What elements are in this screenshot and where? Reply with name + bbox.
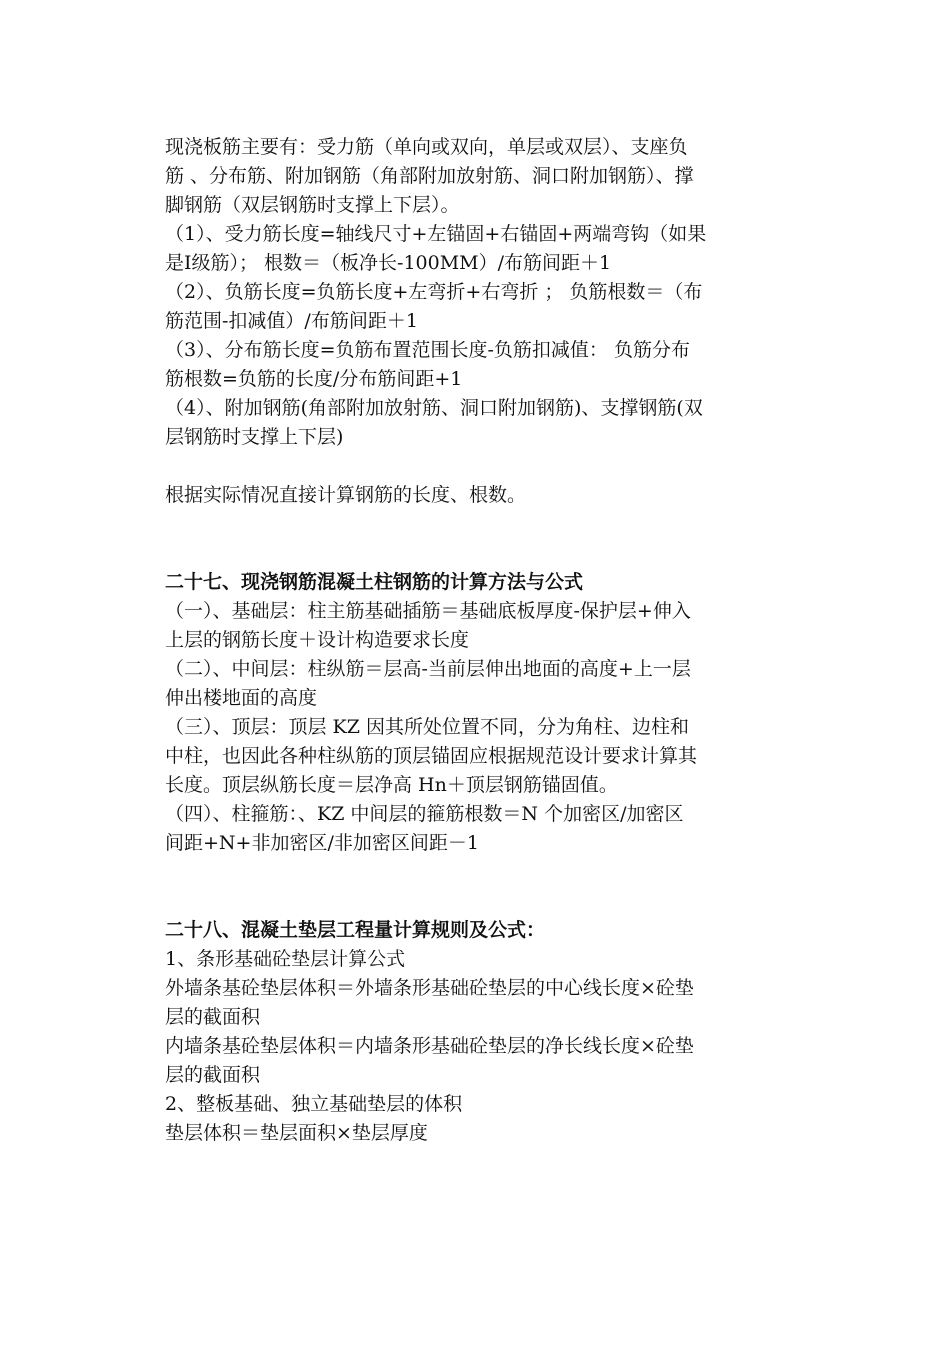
text-line: 层的截面积: [165, 1006, 261, 1028]
cushion-subheading-1: 1、条形基础砼垫层计算公式: [165, 948, 406, 970]
text-line: 现浇板筋主要有：受力筋（单向或双向，单层或双层）、支座负: [165, 136, 688, 158]
column-item-3: [165, 713, 787, 800]
text-line: 中柱，也因此各种柱纵筋的顶层锚固应根据规范设计要求计算其: [165, 745, 698, 767]
text-line: 外墙条基砼垫层体积＝外墙条形基础砼垫层的中心线长度×砼垫: [165, 977, 694, 999]
spacer: [165, 452, 787, 481]
text-line: （一）、基础层：柱主筋基础插筋＝基础底板厚度-保护层+伸入: [165, 600, 691, 622]
section-27-heading: 二十七、现浇钢筋混凝土柱钢筋的计算方法与公式: [165, 571, 584, 593]
spacer: [165, 510, 787, 568]
text-line: 伸出楼地面的高度: [165, 687, 318, 709]
outer-wall-formula: [165, 974, 787, 1032]
column-item-1: [165, 597, 787, 655]
text-line: （2）、负筋长度=负筋长度+左弯折+右弯折 ； 负筋根数＝（布: [165, 281, 703, 303]
slab-intro-paragraph: [165, 133, 787, 220]
text-line: 上层的钢筋长度＋设计构造要求长度: [165, 629, 470, 651]
section-28-heading: 二十八、混凝土垫层工程量计算规则及公式：: [165, 919, 546, 941]
text-line: 筋范围-扣减值）/布筋间距＋1: [165, 310, 418, 332]
text-line: 间距+N+非加密区/非加密区间距－1: [165, 832, 479, 854]
column-item-4: [165, 800, 787, 858]
text-line: 脚钢筋（双层钢筋时支撑上下层）。: [165, 194, 460, 216]
slab-closing-paragraph: 根据实际情况直接计算钢筋的长度、根数。: [165, 484, 527, 506]
spacer: [165, 858, 787, 916]
cushion-volume-formula: 垫层体积＝垫层面积×垫层厚度: [165, 1122, 428, 1144]
text-line: （三）、顶层：顶层 KZ 因其所处位置不同，分为角柱、边柱和: [165, 716, 689, 738]
document-body: [165, 133, 787, 1148]
text-line: （3）、分布筋长度=负筋布置范围长度-负筋扣减值： 负筋分布: [165, 339, 690, 361]
slab-item-4: [165, 394, 787, 452]
text-line: （4）、附加钢筋(角部附加放射筋、洞口附加钢筋)、支撑钢筋(双: [165, 397, 703, 419]
text-line: 长度。顶层纵筋长度＝层净高 Hn＋顶层钢筋锚固值。: [165, 774, 618, 796]
slab-item-1: [165, 220, 787, 278]
text-line: 层的截面积: [165, 1064, 261, 1086]
text-line: 内墙条基砼垫层体积＝内墙条形基础砼垫层的净长线长度×砼垫: [165, 1035, 694, 1057]
slab-item-3: [165, 336, 787, 394]
slab-item-2: [165, 278, 787, 336]
text-line: （二）、中间层：柱纵筋＝层高-当前层伸出地面的高度+上一层: [165, 658, 691, 680]
text-line: （四）、柱箍筋：、KZ 中间层的箍筋根数＝N 个加密区/加密区: [165, 803, 684, 825]
inner-wall-formula: [165, 1032, 787, 1090]
text-line: 筋 、分布筋、附加钢筋（角部附加放射筋、洞口附加钢筋）、撑: [165, 165, 694, 187]
column-item-2: [165, 655, 787, 713]
text-line: 筋根数=负筋的长度/分布筋间距+1: [165, 368, 463, 390]
text-line: 层钢筋时支撑上下层): [165, 426, 344, 448]
cushion-subheading-2: 2、整板基础、独立基础垫层的体积: [165, 1093, 463, 1115]
text-line: （1）、受力筋长度=轴线尺寸+左锚固+右锚固+两端弯钩（如果: [165, 223, 707, 245]
text-line: 是Ⅰ级筋）； 根数＝（板净长-100MM）/布筋间距＋1: [165, 252, 612, 274]
